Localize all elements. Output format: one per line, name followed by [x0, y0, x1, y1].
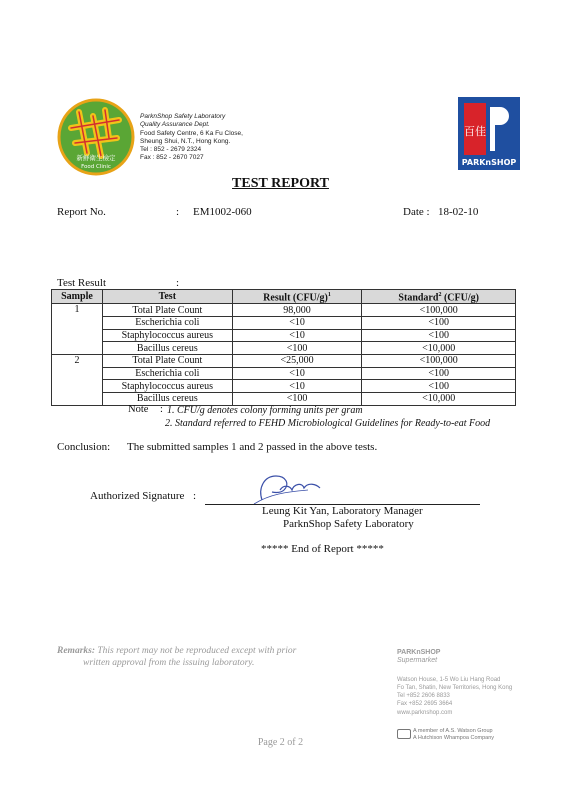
result-cell: <25,000 — [232, 355, 362, 368]
table-row — [52, 355, 516, 368]
group-line-2: A Hutchison Whampoa Company — [413, 735, 495, 741]
test-cell: Bacillus cereus — [102, 342, 232, 355]
footer-addr-1: Watson House, 1-5 Wo Liu Hang Road — [397, 676, 501, 683]
result-cell: <10 — [232, 317, 362, 330]
table-row — [52, 380, 516, 393]
lab-fax: Fax : 852 - 2670 7027 — [140, 154, 204, 162]
standard-cell: <100,000 — [362, 304, 516, 317]
remarks — [57, 645, 296, 669]
page-number: Page 2 of 2 — [257, 737, 304, 748]
lab-tel: Tel : 852 - 2679 2324 — [140, 146, 202, 154]
report-no-value: EM1002-060 — [193, 206, 252, 218]
sample-cell: 2 — [52, 355, 103, 406]
table-row — [52, 317, 516, 330]
remarks-line-2: written approval from the issuing laboratory. — [83, 658, 255, 668]
standard-cell: <100 — [362, 367, 516, 380]
table-header-row — [52, 290, 516, 304]
handwritten-signature — [250, 470, 340, 506]
date-label: Date : — [403, 206, 430, 218]
result-cell: <10 — [232, 367, 362, 380]
footer-web: www.parknshop.com — [397, 709, 453, 716]
date-value: 18-02-10 — [438, 206, 479, 218]
result-cell: <10 — [232, 329, 362, 342]
sample-cell: 1 — [52, 304, 103, 355]
parknshop-logo — [458, 97, 520, 170]
lab-info — [140, 113, 243, 163]
note-2: 2. Standard referred to FEHD Microbiological Guidelines for Ready-to-eat Food — [165, 418, 491, 429]
table-row — [52, 342, 516, 355]
test-cell: Escherichia coli — [102, 317, 232, 330]
table-row — [52, 393, 516, 406]
standard-cell: <10,000 — [362, 393, 516, 406]
test-cell: Total Plate Count — [102, 355, 232, 368]
standard-cell: <100 — [362, 317, 516, 330]
signatory-org: ParknShop Safety Laboratory — [283, 518, 414, 530]
note-label: Note — [128, 404, 149, 415]
standard-cell: <100 — [362, 380, 516, 393]
note-colon: : — [160, 404, 163, 415]
footer-brand-sub: Supermarket — [397, 657, 438, 665]
food-clinic-logo — [57, 98, 135, 176]
results-table — [51, 289, 516, 406]
result-cell: <100 — [232, 393, 362, 406]
footer-fax: Fax +852 2695 3664 — [397, 701, 453, 708]
logo-caption-text: Food Clinic — [81, 164, 111, 170]
brand-logo-text: PARKnSHOP — [461, 158, 517, 167]
conclusion-label: Conclusion: — [57, 441, 111, 453]
footer-tel: Tel +852 2606 8833 — [397, 693, 450, 700]
test-cell: Staphylococcus aureus — [102, 329, 232, 342]
signature-colon: : — [193, 490, 197, 502]
lab-name: ParknShop Safety Laboratory — [140, 113, 226, 120]
brand-chinese-text: 百佳 — [464, 125, 486, 138]
col-header-test: Test — [102, 290, 232, 304]
table-row — [52, 304, 516, 317]
result-cell: 98,000 — [232, 304, 362, 317]
footer-brand: PARKnSHOP — [397, 649, 441, 656]
logo-chinese-text: 新鮮衛生檢定 — [76, 154, 116, 162]
table-row — [52, 367, 516, 380]
test-cell: Total Plate Count — [102, 304, 232, 317]
end-of-report: ***** End of Report ***** — [261, 543, 384, 555]
test-result-colon: : — [176, 277, 180, 289]
lab-address-1: Food Safety Centre, 6 Ka Fu Close, — [140, 129, 243, 137]
test-result-label: Test Result — [57, 277, 107, 289]
col-header-standard: Standard$^2$ (CFU/g) — [362, 290, 516, 304]
test-cell: Staphylococcus aureus — [102, 380, 232, 393]
report-no-label: Report No. — [57, 206, 106, 218]
footer-addr-2: Fo Tan, Shatin, New Territories, Hong Kong — [397, 684, 513, 691]
standard-cell: <100 — [362, 329, 516, 342]
page-title: TEST REPORT — [232, 176, 329, 191]
standard-cell: <10,000 — [362, 342, 516, 355]
note-1: 1. CFU/g denotes colony forming units per gram — [167, 405, 363, 416]
report-no-colon: : — [176, 206, 180, 218]
test-cell: Bacillus cereus — [102, 393, 232, 406]
result-cell: <10 — [232, 380, 362, 393]
result-cell: <100 — [232, 342, 362, 355]
signatory-name: Leung Kit Yan, Laboratory Manager — [262, 505, 423, 517]
lab-dept: Quality Assurance Dept. — [140, 121, 210, 129]
standard-cell: <100,000 — [362, 355, 516, 368]
lab-address-2: Sheung Shui, N.T., Hong Kong. — [140, 137, 231, 145]
signature-label: Authorized Signature — [90, 490, 185, 502]
conclusion-text: The submitted samples 1 and 2 passed in the above tests. — [127, 441, 378, 453]
col-header-sample: Sample — [52, 290, 103, 304]
group-line-1: A member of A.S. Watson Group — [413, 728, 493, 734]
col-header-result: Result $(CFU/g)^1$ — [232, 290, 362, 304]
remarks-label: Remarks: — [57, 646, 95, 656]
remarks-line-1: This report may not be reproduced except with prior — [97, 646, 297, 656]
footer-address — [397, 649, 512, 717]
table-row — [52, 329, 516, 342]
test-cell: Escherichia coli — [102, 367, 232, 380]
